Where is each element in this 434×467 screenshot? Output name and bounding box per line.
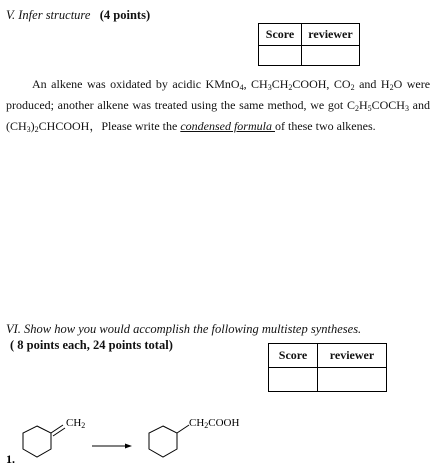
- product-label: CH2COOH: [189, 417, 240, 430]
- section-5-title: [6, 8, 150, 23]
- reviewer-cell[interactable]: [302, 46, 360, 66]
- reactant-label: CH2: [66, 417, 86, 430]
- reaction-scheme: [0, 408, 434, 467]
- score-header: Score: [259, 24, 302, 46]
- section-6-score-table: [268, 343, 387, 392]
- product-cyclohexylacetic-acid: [149, 425, 189, 457]
- condensed-formula-emphasis: condensed formula: [180, 119, 275, 133]
- reviewer-header: reviewer: [318, 344, 387, 368]
- section-5-points: (4 points): [99, 8, 151, 22]
- section-6-subtitle: [10, 338, 173, 353]
- section-5-question: An alkene was oxidated by acidic KMnO$_4$, $CH_3CH_2COOH$, $CO_2$ and $H_2O$ were produced; another alkene was treated using the same method, we got $C_2H_5COCH_3$ and $(CH_3)_2CHCOOH$，Please write the condensed formula of these two alkenes.: [6, 77, 431, 134]
- problem-number: 1.: [6, 452, 15, 466]
- score-cell[interactable]: [259, 46, 302, 66]
- reactant-methylenecyclohexane: [23, 425, 65, 457]
- section-6-title-text: VI. Show how you would accomplish the following multistep syntheses.: [6, 322, 362, 336]
- section-6-points: ( 8 points each, 24 points total): [10, 338, 173, 352]
- section-5-title-text: V. Infer structure: [6, 8, 91, 22]
- reviewer-header: reviewer: [302, 24, 360, 46]
- section-6-title: [6, 322, 361, 337]
- section-5-score-table: [258, 23, 360, 66]
- reaction-arrow: [92, 444, 132, 449]
- score-cell[interactable]: [269, 368, 318, 392]
- score-header: Score: [269, 344, 318, 368]
- reviewer-cell[interactable]: [318, 368, 387, 392]
